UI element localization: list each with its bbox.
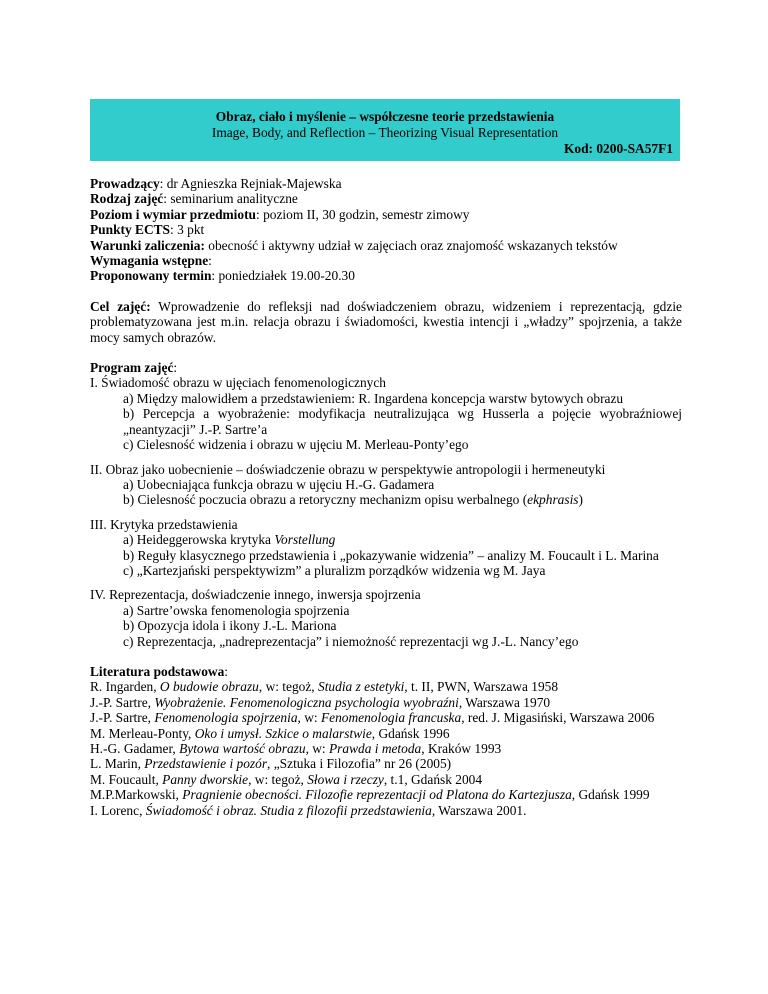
literature-entry: I. Lorenc, Świadomość i obraz. Studia z filozofii przedstawienia, Warszawa 2001. [90,802,527,818]
section-item: a) Sartre’owska fenomenologia spojrzenia [123,602,350,618]
literature-entry: R. Ingarden, O budowie obrazu, w: tegoż, Studia z estetyki, t. II, PWN, Warszawa 1958 [90,679,559,695]
term-line [90,268,682,283]
lecturer-line [90,176,682,191]
literature-entry: M. Foucault, Panny dworskie, w: tegoż, Słowa i rzeczy, t.1, Gdańsk 2004 [90,771,483,787]
section-item-text: b) Cielesność poczucia obrazu a retoryczny mechanizm opisu werbalnego ( [123,492,528,508]
level-label: Poziom i wymiar przedmiotu [90,206,256,222]
lecturer-label: Prowadzący [90,176,160,191]
type-label: Rodzaj zajęć [90,191,164,207]
goal-label: Cel zajęć: [90,298,151,314]
section-item: b) Reguły klasycznego przedstawienia i „pokazywanie widzenia” – analizy M. Foucault i L. Marina [123,547,659,563]
literature-colon: : [224,663,229,679]
section-title: II. Obraz jako uobecnienie – doświadczenie obrazu w perspektywie antropologii i hermeneutyki [90,461,606,477]
literature-label: Literatura podstawowa [90,663,225,679]
literature-entry: L. Marin, Przedstawienie i pozór, „Sztuka i Filozofia” nr 26 (2005) [90,756,452,772]
credit-value: obecność i aktywny udział w zajęciach oraz znajomość wskazanych tekstów [204,237,618,253]
credit-line [90,238,682,253]
section-item [90,492,682,507]
section-item: c) Reprezentacja, „nadreprezentacja” i niemożność reprezentacji wg J.-L. Nancy’ego [123,633,579,649]
section-title: I. Świadomość obrazu w ujęciach fenomenologicznych [90,375,386,391]
ects-value: : 3 pkt [170,222,205,238]
program-heading [90,360,682,375]
section-title: IV. Reprezentacja, doświadczenie innego, inwersja spojrzenia [90,587,421,603]
goal-paragraph [90,299,682,345]
credit-label: Warunki zaliczenia: [90,237,205,253]
type-line [90,191,682,206]
course-header [90,99,680,161]
section-item: c) „Kartezjański perspektywizm” a pluralizm porządków widzenia wg M. Jaya [123,562,546,578]
literature-entry: J.-P. Sartre, Fenomenologia spojrzenia, w: Fenomenologia francuska, red. J. Migasiński, Warszawa 2006 [90,710,655,726]
close-paren: ) [578,492,583,508]
vorstellung-term: Vorstellung [274,532,336,548]
literature-entry: M. Merleau-Ponty, Oko i umysł. Szkice o malarstwie, Gdańsk 1996 [90,725,450,741]
ects-line [90,222,682,237]
title-polish: Obraz, ciało i myślenie – współczesne teorie przedstawienia [215,109,555,124]
term-label: Proponowany termin [90,268,212,284]
lecturer-value: : dr Agnieszka Rejniak-Majewska [159,176,342,191]
type-value: : seminarium analityczne [163,191,298,207]
ects-label: Punkty ECTS [90,222,171,238]
section-item: b) Percepcja a wyobrażenie: modyfikacja neutralizująca wg Husserla a pojęcie wyobraźniowej „neantyzacji” J.-P. Sartre’a [123,406,682,437]
prereq-label: Wymagania wstępne [90,253,209,269]
literature-entry: J.-P. Sartre, Wyobrażenie. Fenomenologiczna psychologia wyobraźni, Warszawa 1970 [90,694,551,710]
level-value: : poziom II, 30 godzin, semestr zimowy [256,206,470,222]
prereq-line [90,253,682,268]
program-label: Program zajęć [90,360,174,376]
section-item: c) Cielesność widzenia i obrazu w ujęciu M. Merleau-Ponty’ego [123,437,469,453]
prereq-value: : [208,253,212,269]
level-line [90,207,682,222]
section-item: a) Uobecniająca funkcja obrazu w ujęciu H.-G. Gadamera [123,476,435,492]
literature-entry: H.-G. Gadamer, Bytowa wartość obrazu, w: Prawda i metoda, Kraków 1993 [90,741,502,756]
section-title: III. Krytyka przedstawienia [90,516,238,532]
section-item: a) Między malowidłem a przedstawieniem: R. Ingardena koncepcja warstw bytowych obrazu [123,390,624,406]
section-item: b) Opozycja idola i ikony J.-L. Mariona [123,618,337,634]
literature-heading [90,664,682,679]
goal-text: Wprowadzenie do refleksji nad doświadczeniem obrazu, widzeniem i reprezentacją, gdzie problematyzowana jest m.in. relacja obrazu i świadomości, kwestia intencji i „władzy” spojrzenia, a także mocy samych obrazów. [90,298,682,345]
term-value: : poniedziałek 19.00-20.30 [211,268,355,284]
section-item-text: a) Heideggerowska krytyka [123,532,275,548]
ekphrasis-term: ekphrasis [527,492,579,508]
section-item [90,532,682,547]
document-body [90,176,682,818]
course-code: Kod: 0200-SA57F1 [564,141,673,156]
program-colon: : [173,360,178,376]
title-english: Image, Body, and Reflection – Theorizing Visual Representation [211,125,559,140]
literature-entry: M.P.Markowski, Pragnienie obecności. Filozofie reprezentacji od Platona do Kartezjusza, Gdańsk 1999 [90,787,650,803]
